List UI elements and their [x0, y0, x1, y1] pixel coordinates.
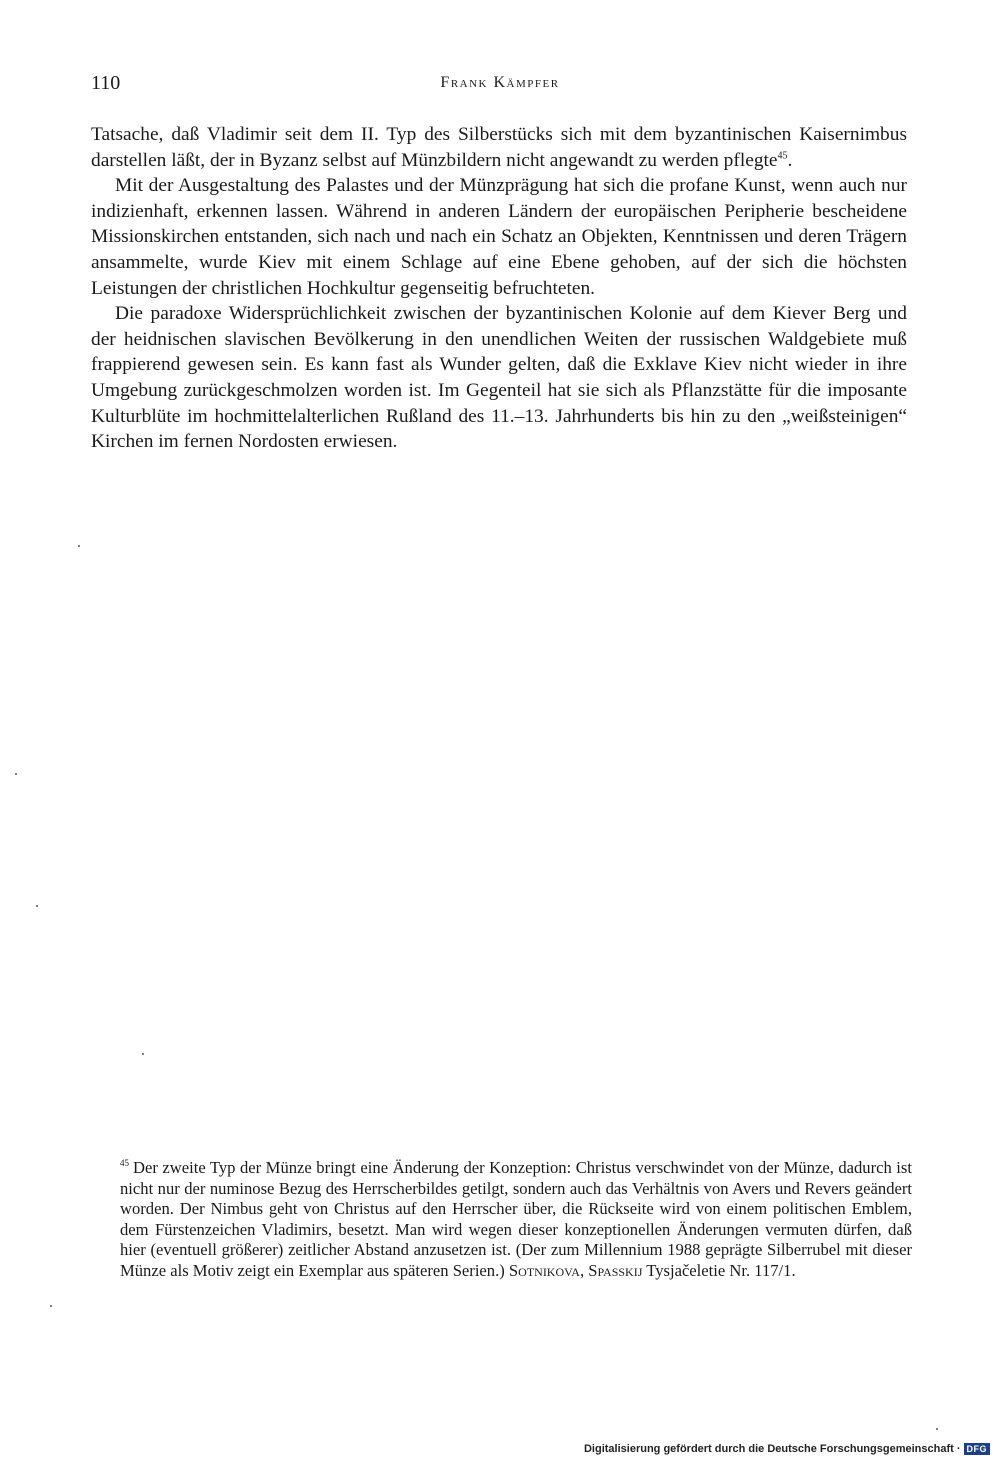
body-text — [91, 122, 907, 455]
paragraph-1 — [91, 122, 907, 173]
footnote-number: 45 — [120, 1158, 129, 1169]
page-number: 110 — [91, 72, 121, 94]
dfg-logo-icon: DFG — [964, 1443, 991, 1455]
footnote-citation: Tysjačeletie Nr. 117/1. — [642, 1260, 796, 1280]
scan-speck — [50, 1305, 52, 1307]
paragraph-2: Mit der Ausgestaltung des Palastes und der Münzprägung hat sich die profane Kunst, wenn auch nur indizienhaft, erkennen lassen. Während in anderen Ländern der europäischen Peripherie bescheidene Missionskirchen entstanden, sich nach und nach ein Schatz an Objekten, Kenntnissen und deren Trägern ansammelte, wurde Kiev mit einem Schlage auf eine Ebene gehoben, auf der sich die höchsten Leistungen der christlichen Hochkultur gegenseitig befruchteten. — [91, 175, 907, 299]
footnote-author-2: Spasskij — [588, 1260, 643, 1280]
paragraph-1-text: Tatsache, daß Vladimir seit dem II. Typ des Silberstücks sich mit dem byzantinischen Kaisernimbus darstellen läßt, der in Byzanz selbst auf Münzbildern nicht angewandt zu werden pflegte — [91, 124, 907, 171]
running-head-author-last: Kämpfer — [493, 74, 560, 91]
scan-speck — [36, 905, 38, 907]
paragraph-3: Die paradoxe Widersprüchlichkeit zwischen der byzantinischen Kolonie auf dem Kiever Berg und der heidnischen slavischen Bevölkerung in den unendlichen Weiten der russischen Waldgebiete muß frappierend gewesen sein. Es kann fast als Wunder gelten, daß die Exklave Kiev nicht wieder in ihre Umgebung zurückgeschmolzen worden ist. Im Gegenteil hat sie sich als Pflanzstätte für die imposante Kulturblüte im hochmittelalterlichen Rußland des 11.–13. Jahrhunderts bis hin zu den „weißsteinigen“ Kirchen im fernen Nordosten erwiesen. — [91, 303, 907, 453]
running-head — [0, 74, 1000, 92]
paragraph-1-end: . — [787, 149, 793, 171]
running-head-author-first: Frank — [440, 74, 488, 91]
footnote-reference: 45 — [777, 150, 788, 162]
scan-speck — [78, 545, 80, 547]
scan-speck — [15, 773, 17, 775]
funding-text: Digitalisierung gefördert durch die Deutsche Forschungsgemeinschaft · — [583, 1443, 961, 1455]
footnote-separator: , — [579, 1260, 589, 1280]
footnote-author-1: Sotnikova — [508, 1260, 580, 1280]
funding-notice — [584, 1443, 990, 1455]
scan-speck — [142, 1053, 144, 1055]
scan-speck — [936, 1428, 938, 1430]
footnote-45 — [120, 1158, 912, 1282]
footnote-text: Der zweite Typ der Münze bringt eine Änderung der Konzeption: Christus verschwindet von der Münze, dadurch ist nicht nur der numinose Bezug des Herrscherbildes getilgt, sondern auch das Verhältnis von Avers und Revers geändert worden. Der Nimbus geht von Christus auf den Herrscher über, die Rückseite wird von einem politischen Emblem, dem Fürstenzeichen Vladimirs, besetzt. Man wird wegen dieser konzeptionellen Änderungen vermuten dürfen, daß hier (eventuell größerer) zeitlicher Abstand anzusetzen ist. (Der zum Millennium 1988 geprägte Silberrubel mit dieser Münze als Motiv zeigt ein Exemplar aus späteren Serien.) — [120, 1158, 912, 1280]
